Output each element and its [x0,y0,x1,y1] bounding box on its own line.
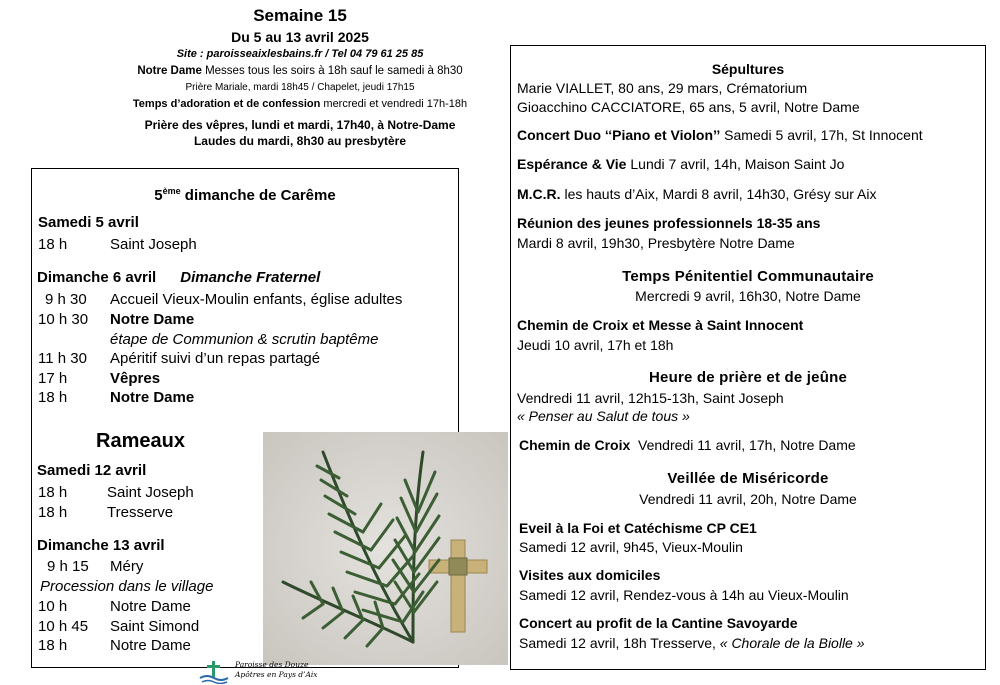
cantine-title: Concert au profit de la Cantine Savoyarde [519,615,798,631]
visites-title: Visites aux domiciles [519,567,661,583]
sunday-13-heading: Dimanche 13 avril [37,537,165,554]
sunday-title: 5ème dimanche de Carême [154,186,336,204]
chemin-messe-text: Jeudi 10 avril, 17h et 18h [517,337,674,353]
priere-mariale: Prière Mariale, mardi 18h45 / Chapelet, jeudi 17h15 [185,82,415,93]
notre-dame-masses: Notre Dame Messes tous les soirs à 18h sauf le samedi à 8h30 [137,65,463,77]
heure-priere-title: Heure de prière et de jeûne [649,369,847,386]
week-dates: Du 5 au 13 avril 2025 [231,29,369,45]
logo-line-1: Paroisse des Douze [235,660,309,669]
laudes-info: Laudes du mardi, 8h30 au presbytère [193,134,407,148]
heure-priere-text: Vendredi 11 avril, 12h15-13h, Saint Joseph [517,390,784,406]
sepulture-entry: Marie VIALLET, 80 ans, 29 mars, Crématorium [517,80,808,96]
mass-note: étape de Communion & scrutin baptême [110,331,379,348]
mcr: M.C.R. les hauts d’Aix, Mardi 8 avril, 14h30, Grésy sur Aix [517,186,877,202]
week-title: Semaine 15 [253,6,347,25]
eveil-title: Eveil à la Foi et Catéchisme CP CE1 [519,520,757,536]
chemin-messe-title: Chemin de Croix et Messe à Saint Innocent [517,317,804,333]
rameaux-title: Rameaux [96,430,185,452]
jeunes-title: Réunion des jeunes professionnels 18-35 ans [517,215,821,231]
vepres-info: Prière des vêpres, lundi et mardi, 17h40, à Notre-Dame [144,118,456,132]
saturday-5-heading: Samedi 5 avril [38,214,139,231]
penitentiel-text: Mercredi 9 avril, 16h30, Notre Dame [635,288,861,304]
mass-row: 10 h 45 Saint Simond [38,618,200,635]
site-contact: Site : paroisseaixlesbains.fr / Tel 04 79 61 25 85 [176,48,424,60]
penitentiel-title: Temps Pénitentiel Communautaire [622,268,874,285]
parish-logo [195,658,345,685]
mass-row: 10 h Notre Dame [38,598,191,615]
visites-text: Samedi 12 avril, Rendez-vous à 14h au Vieux-Moulin [519,587,849,603]
logo-line-2: Apôtres en Pays d’Aix [235,670,318,679]
mass-row: 9 h 30 Accueil Vieux-Moulin enfants, église adultes [45,291,403,308]
sunday-6-heading: Dimanche 6 avril Dimanche Fraternel [37,269,321,286]
mass-row: 18 h Notre Dame [38,637,191,654]
palm-cross-image [263,432,508,665]
chemin-de-croix: Chemin de Croix Vendredi 11 avril, 17h, Notre Dame [519,437,856,453]
mass-row: 18 h Saint Joseph [38,236,197,253]
mass-row: 10 h 30 Notre Dame [38,311,195,328]
mass-row: 18 h Notre Dame [38,389,195,406]
saturday-12-heading: Samedi 12 avril [37,462,147,479]
cantine-text: Samedi 12 avril, 18h Tresserve, « Chorale de la Biolle » [519,635,865,651]
eveil-text: Samedi 12 avril, 9h45, Vieux-Moulin [519,539,743,555]
mass-row: 18 h Tresserve [38,504,174,521]
sepulture-entry: Gioacchino CACCIATORE, 65 ans, 5 avril, Notre Dame [517,99,860,115]
jeunes-text: Mardi 8 avril, 19h30, Presbytère Notre Dame [517,235,795,251]
logo-cross-icon [199,660,229,684]
sepultures-title: Sépultures [711,61,785,77]
veillee-title: Veillée de Miséricorde [667,470,829,487]
esperance-vie: Espérance & Vie Lundi 7 avril, 14h, Maison Saint Jo [517,156,845,172]
mass-note: Procession dans le village [40,578,214,595]
palm-cross-illustration [263,432,508,665]
concert-duo: Concert Duo ‘‘Piano et Violon’’ Samedi 5 avril, 17h, St Innocent [517,127,923,143]
heure-priere-quote: « Penser au Salut de tous » [517,408,690,424]
mass-row: 11 h 30 Apéritif suivi d’un repas partagé [38,350,321,367]
mass-row: 9 h 15 Méry [47,558,144,575]
veillee-text: Vendredi 11 avril, 20h, Notre Dame [639,491,857,507]
bulletin-header [95,6,505,149]
mass-row: 18 h Saint Joseph [38,484,194,501]
mass-row: 17 h Vêpres [38,370,161,387]
adoration: Temps d’adoration et de confession mercredi et vendredi 17h-18h [132,98,468,110]
